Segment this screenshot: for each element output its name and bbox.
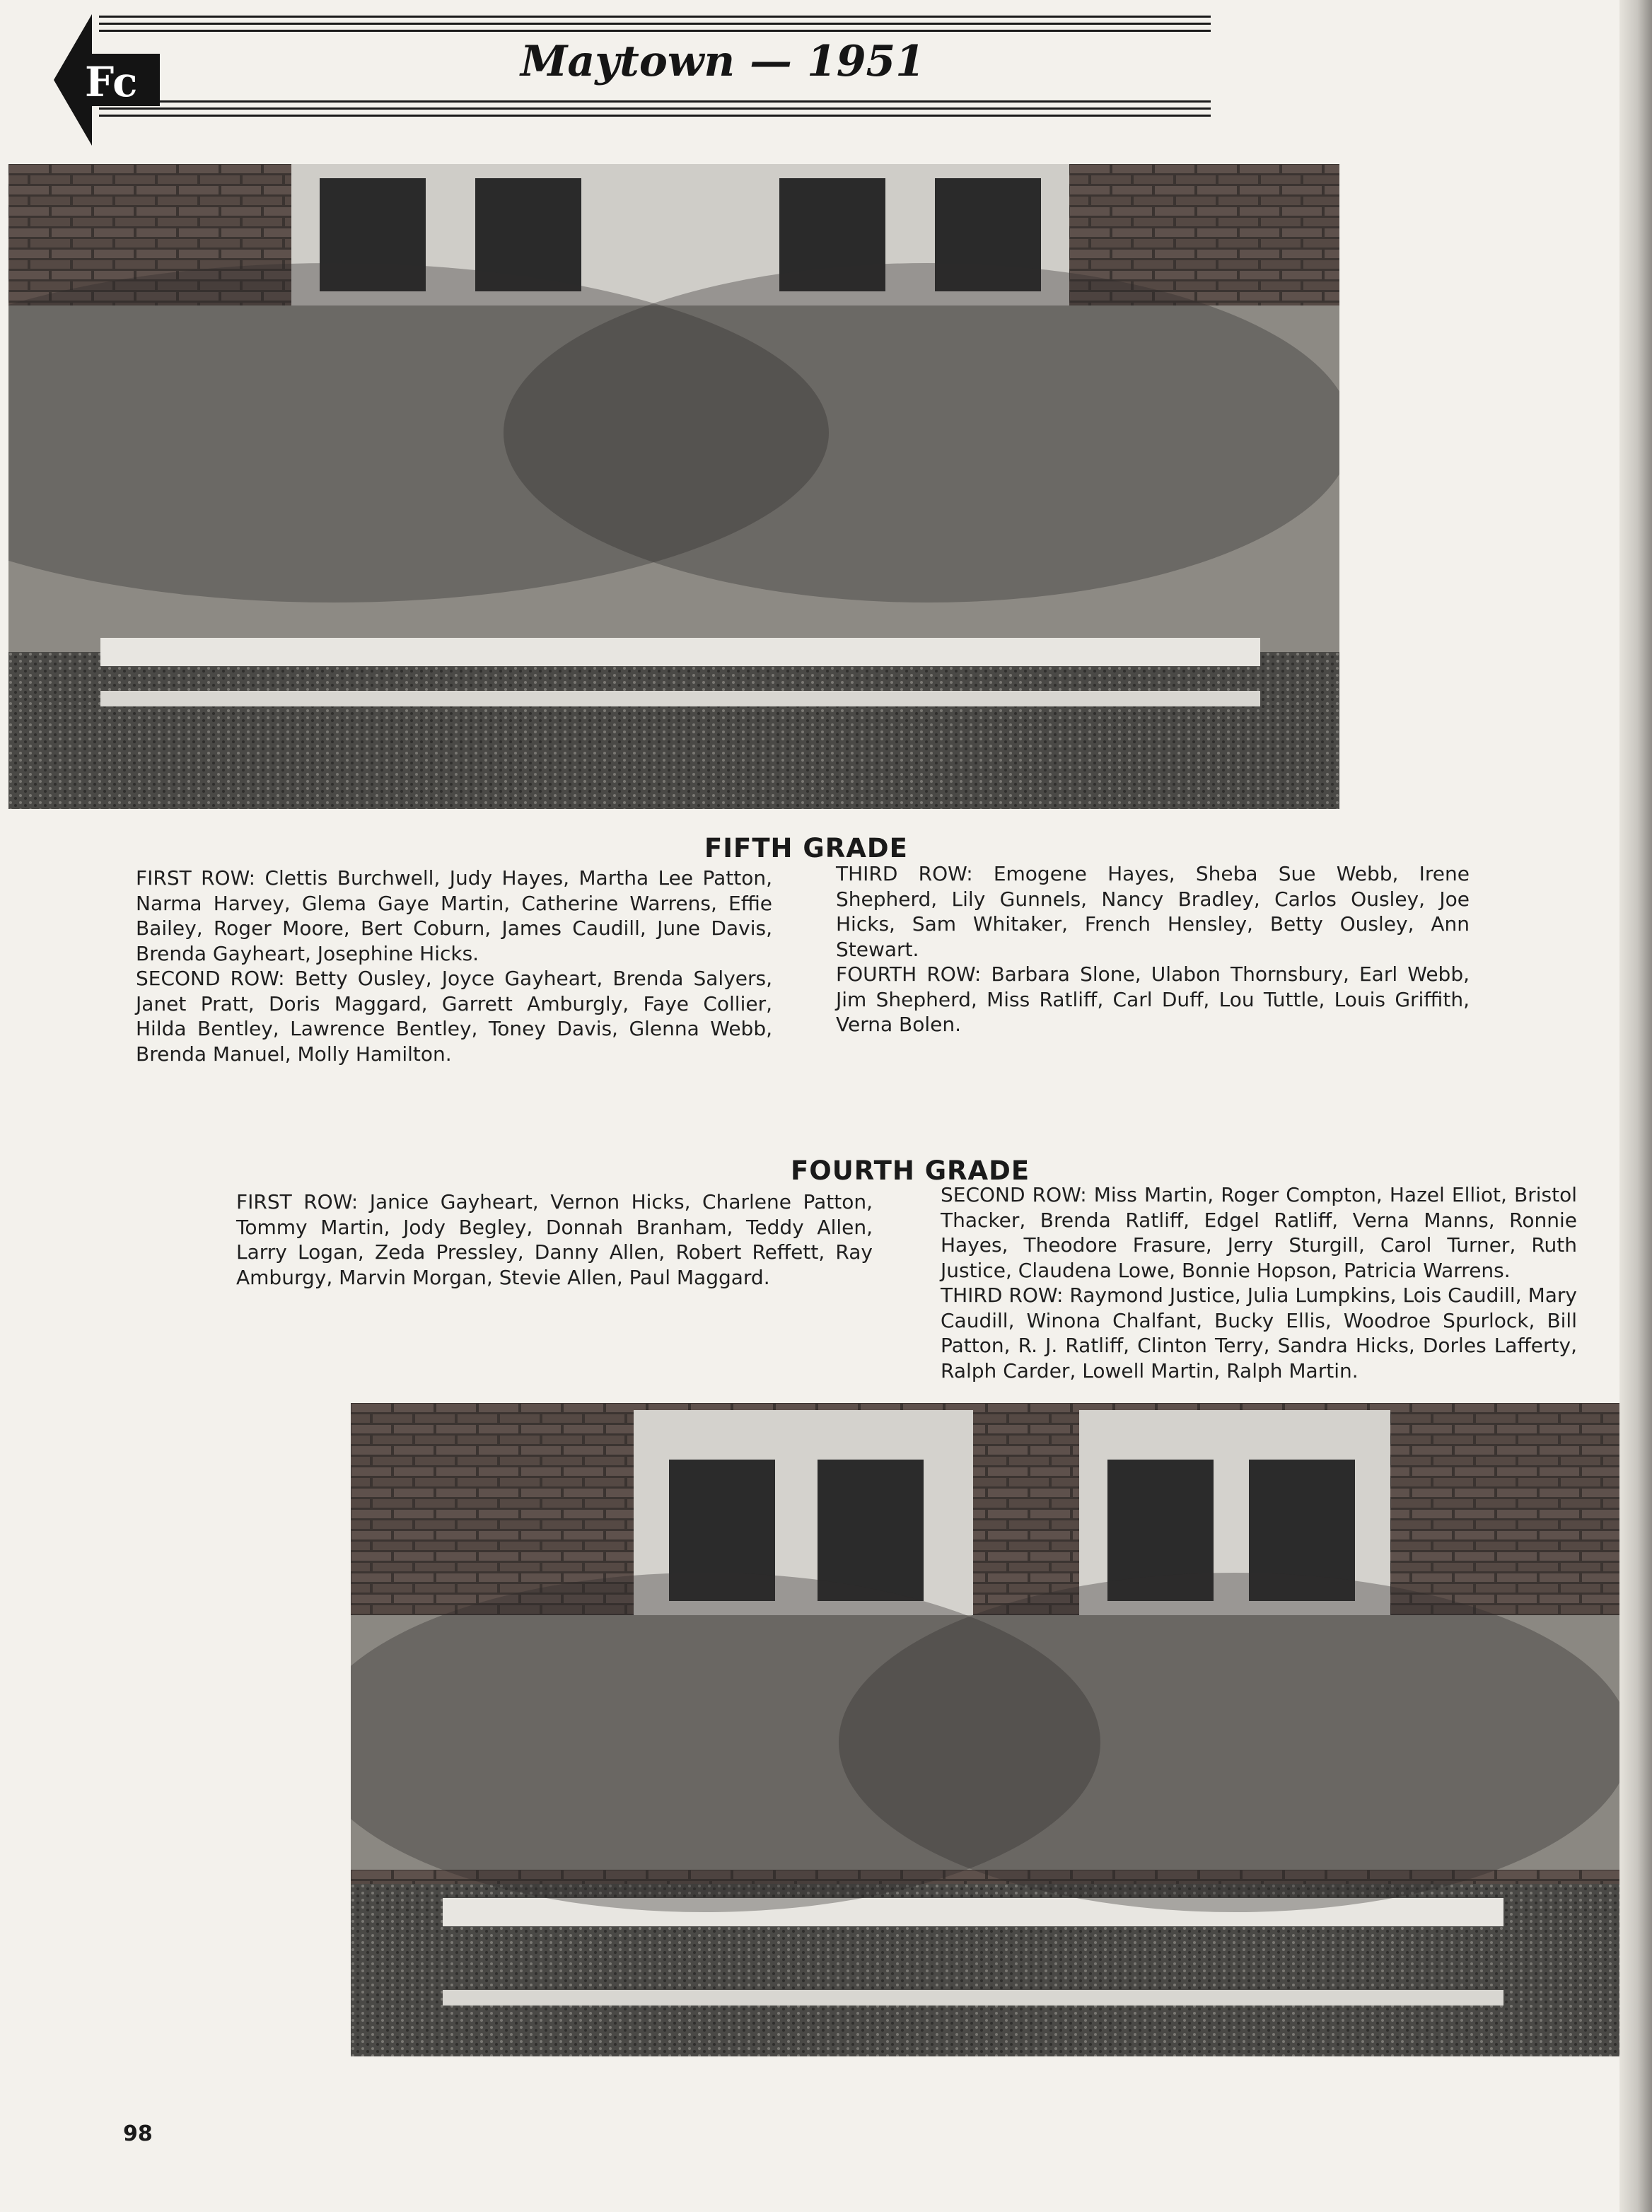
- fourth-grade-third-row: THIRD ROW: Raymond Justice, Julia Lumpkins, Lois Caudill, Mary Caudill, Winona Chalfant, Bucky Ellis, Woodroe Spurlock, Bill Patton, R. J. Ratliff, Clinton Terry, Sandra Hicks, Dorles Lafferty, Ralph Carder, Lowell Martin, Ralph Martin.: [941, 1283, 1577, 1382]
- book-spine-shadow: [1619, 0, 1652, 2212]
- fourth-grade-second-row: SECOND ROW: Miss Martin, Roger Compton, Hazel Elliot, Bristol Thacker, Brenda Ratliff, Edgel Ratliff, Verna Manns, Ronnie Hayes, Theodore Frasure, Jerry Sturgill, Carol Turner, Ruth Justice, Claudena Lowe, Bonnie Hopson, Patricia Warrens.: [941, 1183, 1577, 1282]
- fifth-grade-third-row: THIRD ROW: Emogene Hayes, Sheba Sue Webb, Irene Shepherd, Lily Gunnels, Nancy Bradley, Carlos Ousley, Joe Hicks, Sam Whitaker, French Hensley, Betty Ousley, Ann Stewart.: [836, 862, 1470, 961]
- page-title: Maytown — 1951: [509, 37, 970, 86]
- fourth-grade-photo: [351, 1403, 1619, 2056]
- fifth-grade-first-row: FIRST ROW: Clettis Burchwell, Judy Hayes, Martha Lee Patton, Narma Harvey, Glema Gaye Martin, Catherine Warrens, Effie Bailey, Roger Moore, Bert Coburn, James Caudill, June Davis, Brenda Gayheart, Josephine Hicks.: [136, 866, 772, 965]
- fifth-grade-heading: FIFTH GRADE: [704, 833, 908, 863]
- fourth-grade-caption-left: [236, 1189, 873, 1290]
- fourth-grade-heading: FOURTH GRADE: [791, 1156, 1030, 1186]
- fifth-grade-second-row: SECOND ROW: Betty Ousley, Joyce Gayheart, Brenda Salyers, Janet Pratt, Doris Maggard, Garrett Amburgly, Faye Collier, Hilda Bentley, Lawrence Bentley, Toney Davis, Glenna Webb, Brenda Manuel, Molly Hamilton.: [136, 967, 772, 1066]
- fourth-grade-first-row: FIRST ROW: Janice Gayheart, Vernon Hicks, Charlene Patton, Tommy Martin, Jody Begley, Donnah Branham, Teddy Allen, Larry Logan, Zeda Pressley, Danny Allen, Robert Reffett, Ray Amburgy, Marvin Morgan, Stevie Allen, Paul Maggard.: [236, 1190, 873, 1289]
- fourth-grade-caption-right: [941, 1182, 1577, 1383]
- fifth-grade-fourth-row: FOURTH ROW: Barbara Slone, Ulabon Thornsbury, Earl Webb, Jim Shepherd, Miss Ratliff, Carl Duff, Lou Tuttle, Louis Griffith, Verna Bolen.: [836, 962, 1470, 1036]
- fifth-grade-caption-left: [136, 866, 772, 1066]
- header-rule-top: [99, 16, 1211, 37]
- section-tab-label: Fc: [85, 58, 136, 106]
- header-rule-bottom: [99, 100, 1211, 122]
- page-number: 98: [123, 2121, 153, 2146]
- fifth-grade-photo: [8, 164, 1339, 809]
- fifth-grade-caption-right: [836, 861, 1470, 1037]
